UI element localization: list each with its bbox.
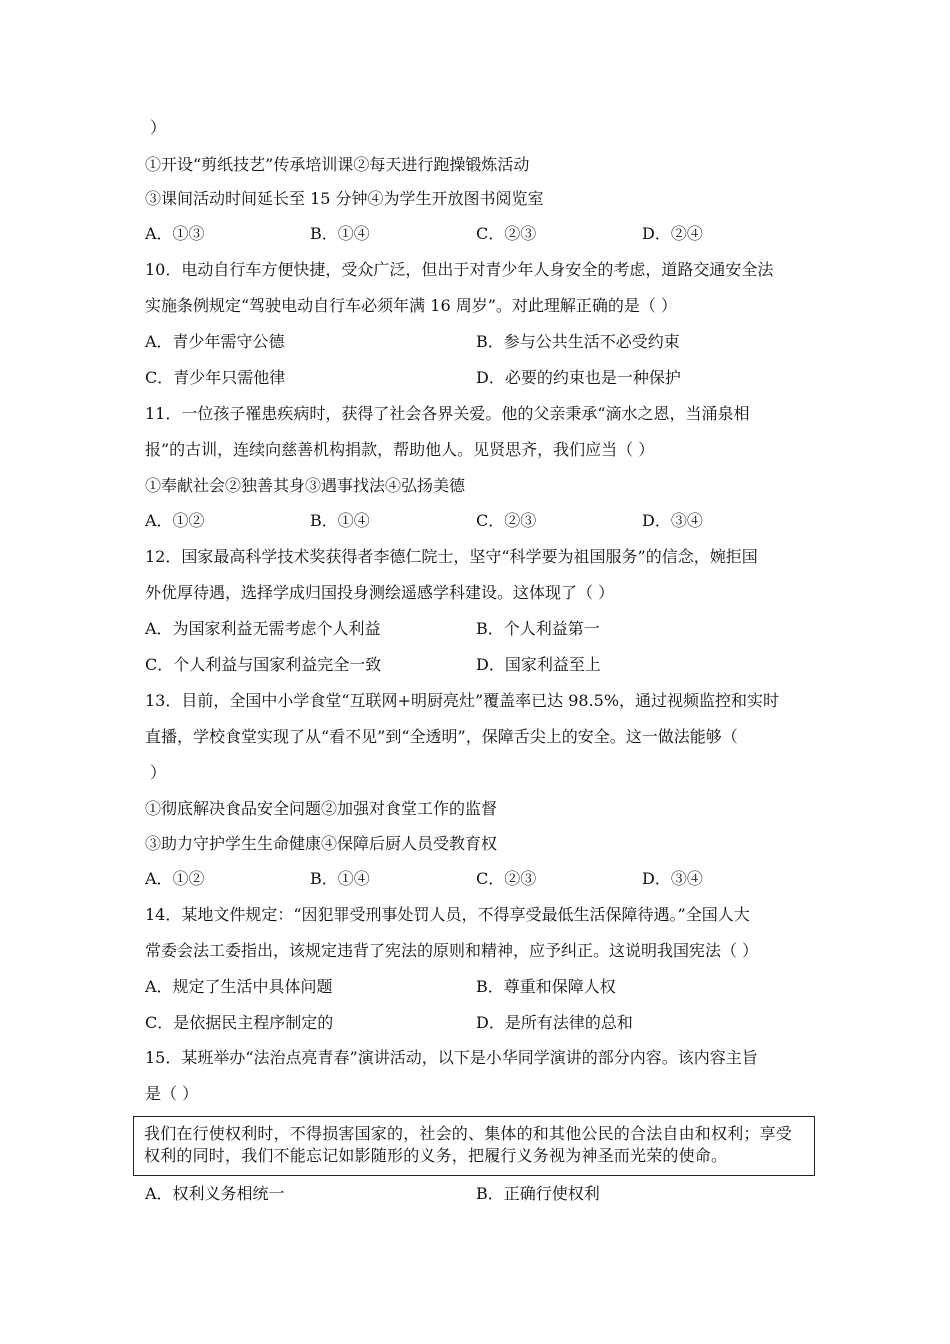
q13-option-b: B．①④	[310, 869, 370, 888]
q9-items-line2: ③课间活动时间延长至 15 分钟④为学生开放图书阅览室	[145, 189, 544, 208]
q9-option-a: A．①③	[145, 224, 205, 243]
q13-items-line2: ③助力守护学生生命健康④保障后厨人员受教育权	[145, 834, 498, 853]
q12-stem-line2: 外优厚待遇，选择学成归国投身测绘遥感学科建设。这体现了（ ）	[145, 583, 615, 602]
q14-option-d: D．是所有法律的总和	[476, 1013, 633, 1032]
q15-option-a: A．权利义务相统一	[145, 1184, 285, 1203]
q11-option-b: B．①④	[310, 511, 370, 530]
q10-option-d: D．必要的约束也是一种保护	[476, 368, 681, 387]
q11-items: ①奉献社会②独善其身③遇事找法④弘扬美德	[145, 476, 466, 495]
q9-option-d: D．②④	[642, 224, 703, 243]
q12-stem-line1: 12．国家最高科学技术奖获得者李德仁院士，坚守“科学要为祖国服务”的信念，婉拒国	[145, 547, 758, 566]
q11-option-a: A．①②	[145, 511, 205, 530]
q14-option-b: B．尊重和保障人权	[476, 977, 616, 996]
q13-stem-line1: 13．目前，全国中小学食堂“互联网+明厨亮灶”覆盖率已达 98.5%，通过视频监控和实时	[145, 691, 780, 710]
q13-option-d: D．③④	[642, 869, 703, 888]
q12-option-c: C．个人利益与国家利益完全一致	[145, 655, 382, 674]
q11-option-d: D．③④	[642, 511, 703, 530]
q9-option-b: B．①④	[310, 224, 370, 243]
q14-option-c: C．是依据民主程序制定的	[145, 1013, 334, 1032]
q15-quote-text: 我们在行使权利时，不得损害国家的，社会的、集体的和其他公民的合法自由和权利；享受权利的同时，我们不能忘记如影随形的义务，把履行义务视为神圣而光荣的使命。	[144, 1124, 793, 1165]
q10-option-a: A．青少年需守公德	[145, 332, 285, 351]
q15-option-b: B．正确行使权利	[476, 1184, 600, 1203]
q10-stem-line1: 10．电动自行车方便快捷，受众广泛，但出于对青少年人身安全的考虑，道路交通安全法	[145, 260, 774, 279]
q14-option-a: A．规定了生活中具体问题	[145, 977, 333, 996]
q11-stem-line1: 11．一位孩子罹患疾病时，获得了社会各界关爱。他的父亲秉承“滴水之恩，当涌泉相	[145, 404, 750, 423]
q11-stem-line2: 报”的古训，连续向慈善机构捐款，帮助他人。见贤思齐，我们应当（ ）	[145, 440, 655, 459]
q13-close-paren: ）	[150, 763, 167, 782]
q9-items-line1: ①开设“剪纸技艺”传承培训课②每天进行跑操锻炼活动	[145, 155, 530, 174]
q14-stem-line1: 14．某地文件规定：“因犯罪受刑事处罚人员，不得享受最低生活保障待遇。”全国人大	[145, 905, 750, 924]
q13-option-a: A．①②	[145, 869, 205, 888]
q15-stem-line1: 15．某班举办“法治点亮青春”演讲活动，以下是小华同学演讲的部分内容。该内容主旨	[145, 1048, 758, 1067]
q11-option-c: C．②③	[476, 511, 537, 530]
q12-option-b: B．个人利益第一	[476, 619, 600, 638]
q14-stem-line2: 常委会法工委指出，该规定违背了宪法的原则和精神，应予纠正。这说明我国宪法（ ）	[145, 941, 759, 960]
q9-option-c: C．②③	[476, 224, 537, 243]
q13-stem-line2: 直播，学校食堂实现了从“看不见”到“全透明”，保障舌尖上的安全。这一做法能够（	[145, 727, 738, 746]
q15-quote-box	[133, 1116, 815, 1176]
q12-option-d: D．国家利益至上	[476, 655, 601, 674]
q10-option-c: C．青少年只需他律	[145, 368, 286, 387]
q9-close-paren: ）	[150, 118, 167, 137]
q15-stem-line2: 是（ ）	[145, 1084, 199, 1103]
q13-option-c: C．②③	[476, 869, 537, 888]
q13-items-line1: ①彻底解决食品安全问题②加强对食堂工作的监督	[145, 799, 498, 818]
q12-option-a: A．为国家利益无需考虑个人利益	[145, 619, 381, 638]
q10-stem-line2: 实施条例规定“驾驶电动自行车必须年满 16 周岁”。对此理解正确的是（ ）	[145, 296, 677, 315]
q10-option-b: B．参与公共生活不必受约束	[476, 332, 680, 351]
